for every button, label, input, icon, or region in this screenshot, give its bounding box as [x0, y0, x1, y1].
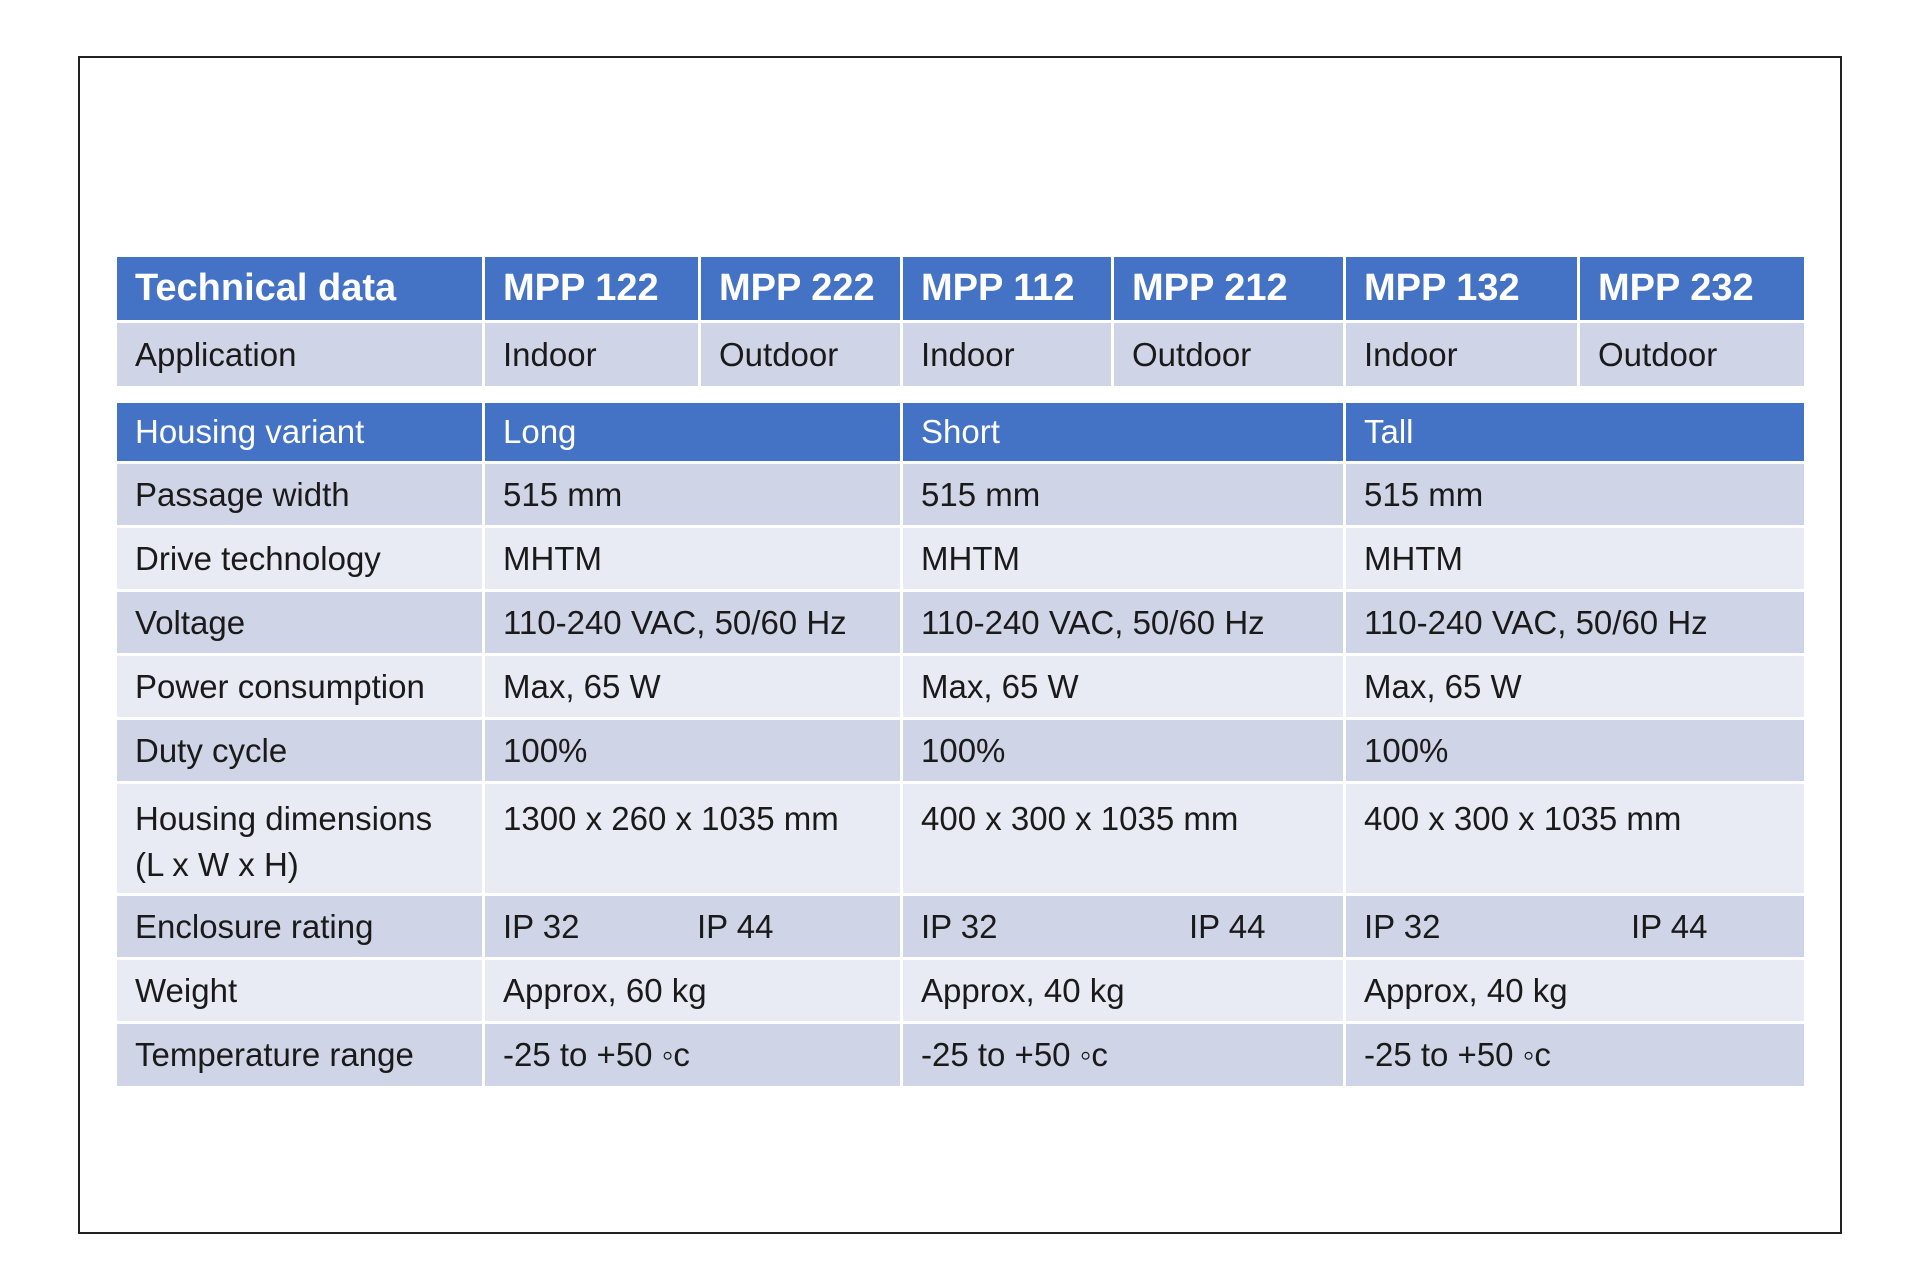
row-label-line: (L x W x H) — [135, 846, 299, 883]
table-row — [117, 592, 1804, 656]
application-label: Application — [117, 323, 485, 386]
application-value: Indoor — [903, 323, 1114, 386]
table-row — [117, 784, 1804, 896]
ip-rating: IP 32 — [1364, 907, 1441, 945]
housing-variant-long: Long — [485, 403, 903, 461]
ip-rating: IP 44 — [697, 907, 774, 945]
row-value: 110-240 VAC, 50/60 Hz — [1346, 592, 1804, 653]
row-value: 1300 x 260 x 1035 mm — [485, 784, 903, 893]
row-value: 100% — [485, 720, 903, 781]
application-value: Indoor — [1346, 323, 1580, 386]
application-value: Outdoor — [701, 323, 903, 386]
row-value: 110-240 VAC, 50/60 Hz — [903, 592, 1346, 653]
row-value: 110-240 VAC, 50/60 Hz — [485, 592, 903, 653]
row-value: 400 x 300 x 1035 mm — [1346, 784, 1804, 893]
row-label: Enclosure rating — [117, 896, 485, 957]
application-value: Outdoor — [1114, 323, 1346, 386]
header-technical-data: Technical data — [117, 257, 485, 320]
table-row — [117, 464, 1804, 528]
row-value: Max, 65 W — [485, 656, 903, 717]
row-value: Max, 65 W — [903, 656, 1346, 717]
header-mpp-112: MPP 112 — [903, 257, 1114, 320]
row-label: Passage width — [117, 464, 485, 525]
row-value: 515 mm — [903, 464, 1346, 525]
row-value — [1346, 896, 1804, 957]
housing-variant-short: Short — [903, 403, 1346, 461]
table-header-row — [117, 257, 1804, 323]
housing-variant-tall: Tall — [1346, 403, 1804, 461]
table-row — [117, 656, 1804, 720]
row-value — [485, 896, 903, 957]
row-label: Temperature range — [117, 1024, 485, 1086]
row-value: -25 to +50 ◦c — [903, 1024, 1346, 1086]
row-value: MHTM — [1346, 528, 1804, 589]
row-value — [903, 896, 1346, 957]
row-label-line: Housing dimensions — [135, 800, 433, 837]
row-value: MHTM — [903, 528, 1346, 589]
row-label: Voltage — [117, 592, 485, 653]
row-value: Max, 65 W — [1346, 656, 1804, 717]
header-mpp-212: MPP 212 — [1114, 257, 1346, 320]
housing-variant-row — [117, 403, 1804, 464]
row-value: 100% — [903, 720, 1346, 781]
row-value: MHTM — [485, 528, 903, 589]
header-mpp-222: MPP 222 — [701, 257, 903, 320]
technical-data-table-specs — [117, 403, 1804, 1086]
row-value: Approx, 40 kg — [903, 960, 1346, 1021]
row-label: Power consumption — [117, 656, 485, 717]
row-value: 515 mm — [1346, 464, 1804, 525]
row-value: 515 mm — [485, 464, 903, 525]
row-value: 400 x 300 x 1035 mm — [903, 784, 1346, 893]
table-row — [117, 896, 1804, 960]
table-row — [117, 720, 1804, 784]
application-row — [117, 323, 1804, 389]
table-row — [117, 1024, 1804, 1086]
row-label: Weight — [117, 960, 485, 1021]
application-value: Outdoor — [1580, 323, 1804, 386]
header-mpp-122: MPP 122 — [485, 257, 701, 320]
row-value: Approx, 60 kg — [485, 960, 903, 1021]
header-mpp-232: MPP 232 — [1580, 257, 1804, 320]
row-label: Drive technology — [117, 528, 485, 589]
row-label: Duty cycle — [117, 720, 485, 781]
row-value: -25 to +50 ◦c — [485, 1024, 903, 1086]
application-value: Indoor — [485, 323, 701, 386]
row-value: Approx, 40 kg — [1346, 960, 1804, 1021]
table-row — [117, 960, 1804, 1024]
row-label — [117, 784, 485, 893]
ip-rating: IP 32 — [503, 907, 580, 945]
table-row — [117, 528, 1804, 592]
ip-rating: IP 44 — [1631, 907, 1708, 945]
header-mpp-132: MPP 132 — [1346, 257, 1580, 320]
housing-variant-label: Housing variant — [117, 403, 485, 461]
row-value: -25 to +50 ◦c — [1346, 1024, 1804, 1086]
ip-rating: IP 32 — [921, 907, 998, 945]
ip-rating: IP 44 — [1189, 907, 1266, 945]
row-value: 100% — [1346, 720, 1804, 781]
technical-data-table-top — [117, 257, 1804, 389]
